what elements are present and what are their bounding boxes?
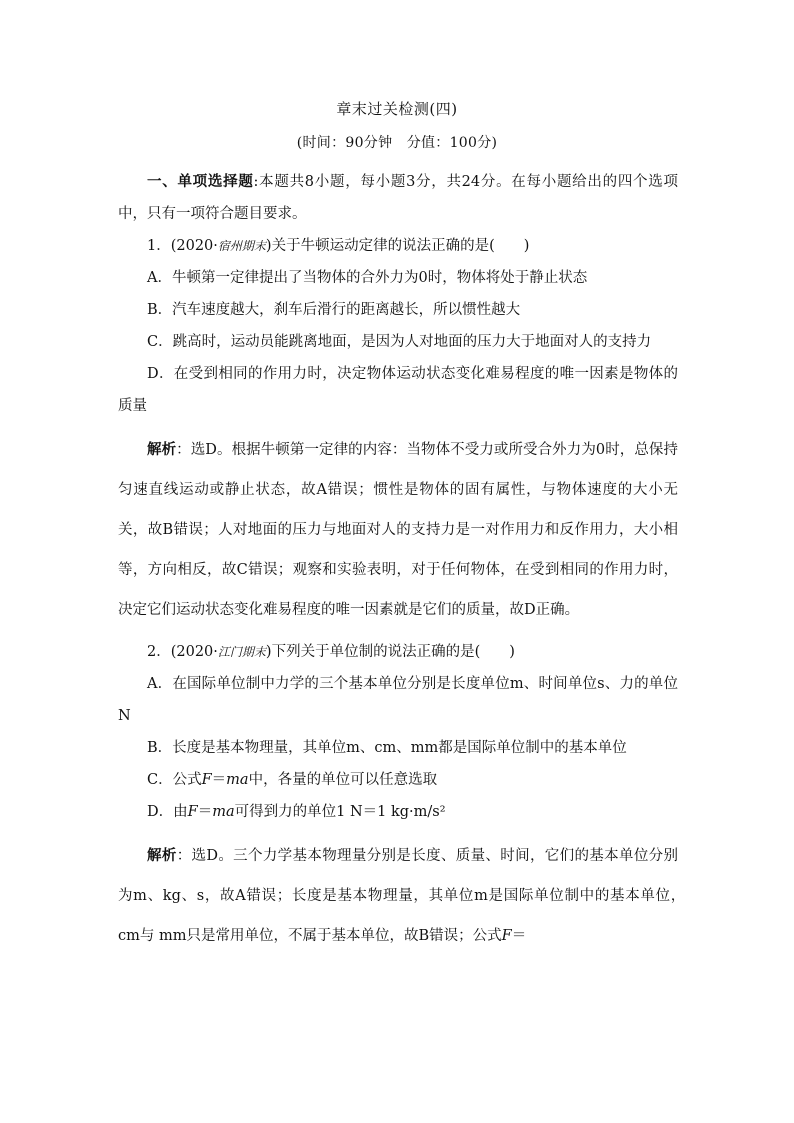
question-source: 江门期末 <box>217 645 266 659</box>
formula-equals: ＝ <box>511 928 527 944</box>
formula-symbol: F <box>201 772 212 788</box>
question-text: )关于牛顿运动定律的说法正确的是( ) <box>265 238 530 254</box>
exam-info: (时间：90分钟 分值：100分) <box>296 135 498 151</box>
question-2-option-d <box>118 796 678 828</box>
option-text: C．公式 <box>147 772 202 788</box>
formula-symbol: ma <box>212 804 235 820</box>
question-number: 2．(2020· <box>147 644 218 660</box>
question-2-analysis <box>118 836 693 956</box>
page-title: 章末过关检测(四) <box>336 100 458 118</box>
analysis-label: 解析 <box>147 442 177 458</box>
question-1-option-b: B．汽车速度越大，刹车后滑行的距离越长，所以惯性越大 <box>147 302 521 318</box>
document-body <box>118 166 693 962</box>
question-1-option-d: D．在受到相同的作用力时，决定物体运动状态变化难易程度的唯一因素是物体的质量 <box>118 366 678 414</box>
question-number: 1．(2020· <box>147 238 218 254</box>
option-text: D．由 <box>147 804 188 820</box>
question-1-analysis <box>118 430 678 630</box>
question-source: 宿州期末 <box>217 239 266 253</box>
question-2-option-b: B．长度是基本物理量，其单位m、cm、mm都是国际单位制中的基本单位 <box>147 740 627 756</box>
formula-symbol: F <box>501 928 512 944</box>
question-1-stem <box>118 230 678 262</box>
question-1-option-c: C．跳高时，运动员能跳离地面，是因为人对地面的压力大于地面对人的支持力 <box>147 334 652 350</box>
question-text: )下列关于单位制的说法正确的是( ) <box>265 644 515 660</box>
option-text: 中，各量的单位可以任意选取 <box>248 772 438 788</box>
formula-equals: ＝ <box>197 804 213 820</box>
analysis-text: ：选D。根据牛顿第一定律的内容：当物体不受力或所受合外力为0时，总保持匀速直线运动或静止状态，故A错误；惯性是物体的固有属性，与物体速度的大小无关，故B错误；人对地面的压力与地面对人的支持力是一对作用力和反作用力，大小相等，方向相反，故C错误；观察和实验表明，对于任何物体，在受到相同的作用力时，决定它们运动状态变化难易程度的唯一因素就是它们的质量，故D正确。 <box>118 442 678 618</box>
section-instructions <box>118 166 678 230</box>
analysis-text: ：选D。三个力学基本物理量分别是长度、质量、时间，它们的基本单位分别为m、kg、s，故A错误；长度是基本物理量，其单位m是国际单位制中的基本单位， cm与 mm只是常用单位，不属于基本单位，故B错误；公式 <box>118 848 693 944</box>
section-heading: 一、单项选择题 <box>147 174 254 190</box>
analysis-label: 解析 <box>147 848 177 864</box>
formula-equals: ＝ <box>211 772 227 788</box>
formula-symbol: F <box>187 804 198 820</box>
option-text: 可得到力的单位1 N＝1 kg·m/s² <box>234 804 446 820</box>
question-2-stem <box>118 636 678 668</box>
question-2-option-c <box>118 764 678 796</box>
question-2-option-a: A．在国际单位制中力学的三个基本单位分别是长度单位m、时间单位s、力的单位N <box>118 676 678 724</box>
formula-symbol: ma <box>226 772 249 788</box>
question-1-option-a: A．牛顿第一定律提出了当物体的合外力为0时，物体将处于静止状态 <box>147 270 588 286</box>
section-instruction-text: :本题共8小题，每小题3分，共24分。在每小题给出的四个选项中，只有一项符合题目要求。 <box>118 174 678 222</box>
